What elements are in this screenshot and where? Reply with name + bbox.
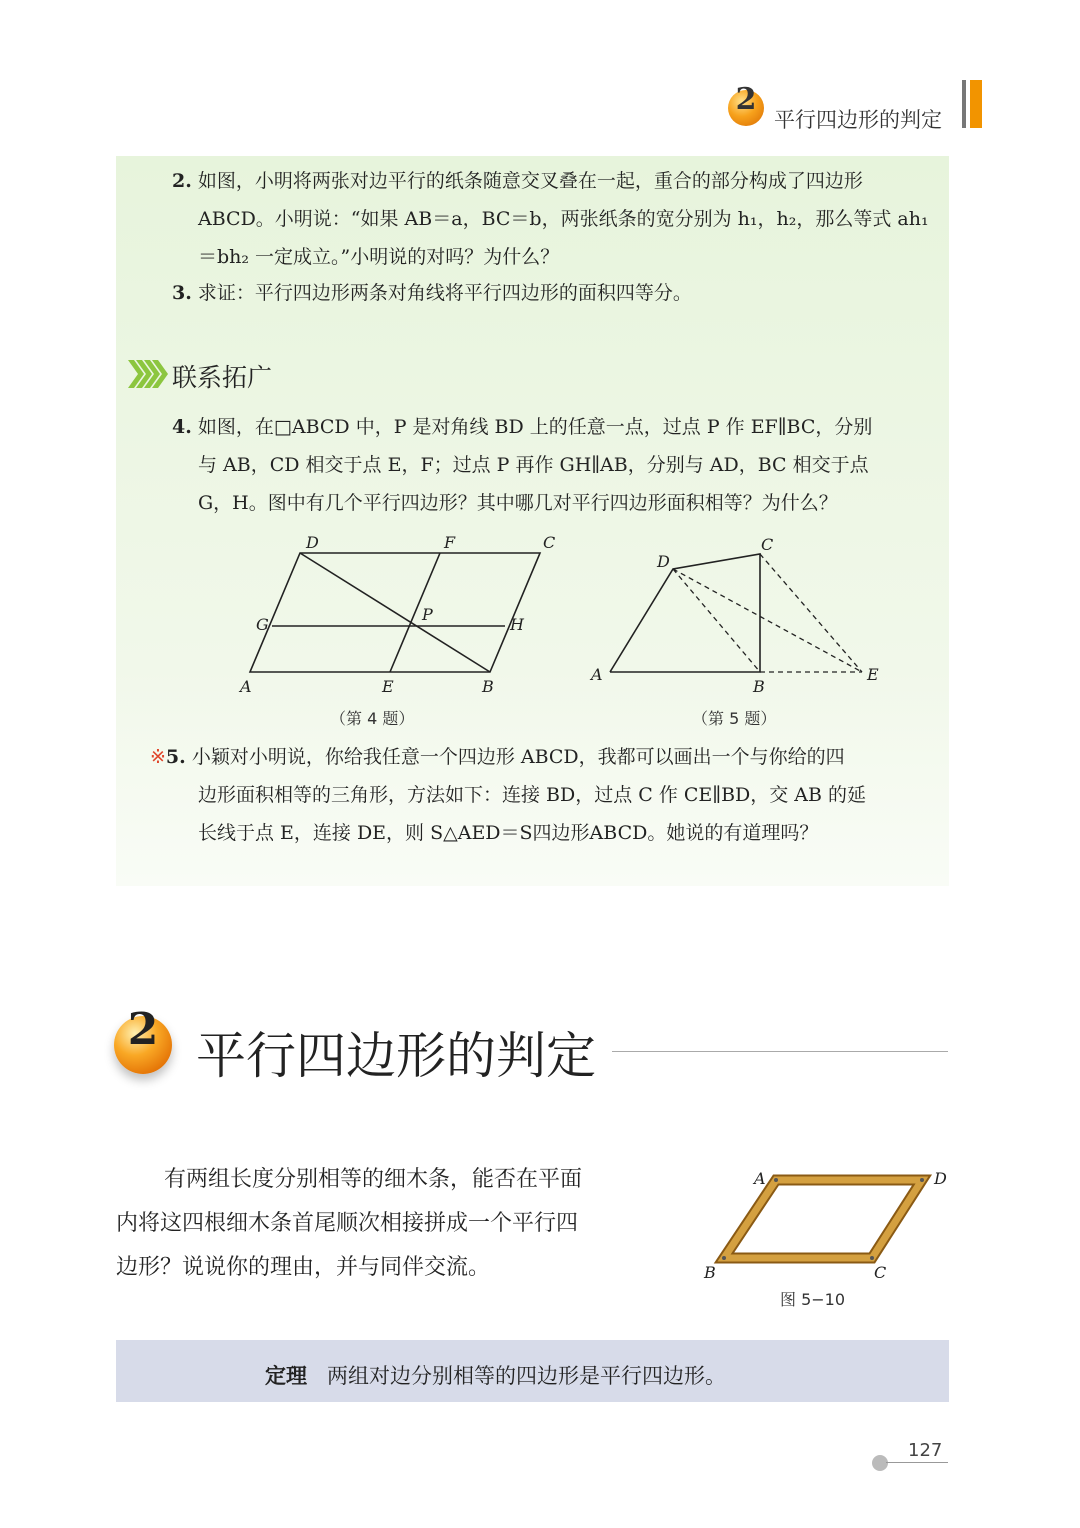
exercise-5-number: 5.	[165, 746, 186, 768]
fig510-label-d: D	[934, 1169, 947, 1188]
exercise-3	[172, 274, 942, 312]
fig4-label-c: C	[543, 533, 556, 552]
chapter-title: 平行四边形的判定	[196, 1027, 596, 1085]
header-bar-orange	[970, 80, 982, 128]
fig5-label-b: B	[753, 677, 765, 696]
exercise-2-line1: 如图，小明将两张对边平行的纸条随意交叉叠在一起，重合的部分构成了四边形	[197, 170, 863, 192]
exercise-2-line2: ABCD。小明说：“如果 AB＝a，BC＝b，两张纸条的宽分别为 h₁，h₂，那么等式 ah₁	[198, 208, 929, 230]
page-number-rule	[886, 1462, 948, 1463]
fig4-label-b: B	[482, 677, 494, 696]
intro-line3: 边形？说说你的理由，并与同伴交流。	[116, 1255, 491, 1280]
intro-line2: 内将这四根细木条首尾顺次相接拼成一个平行四	[116, 1211, 579, 1236]
fig4-label-f: F	[444, 533, 456, 552]
chevrons-icon	[128, 356, 170, 392]
fig4-label-g: G	[256, 615, 269, 634]
header-title: 平行四边形的判定	[774, 108, 942, 132]
fig5-label-e: E	[867, 665, 879, 684]
figure-5-diagram	[585, 530, 885, 700]
fig4-label-h: H	[510, 615, 524, 634]
exercise-2-line3: ＝bh₂ 一定成立。”小明说的对吗？为什么？	[198, 246, 560, 268]
theorem-statement: 两组对边分别相等的四边形是平行四边形。	[327, 1364, 727, 1388]
fig510-label-a: A	[754, 1169, 766, 1188]
figure-4-diagram	[230, 530, 570, 700]
fig5-label-c: C	[761, 535, 774, 554]
exercise-4-line3: G，H。图中有几个平行四边形？其中哪几对平行四边形面积相等？为什么？	[198, 492, 838, 514]
optional-marker: ※	[150, 746, 166, 768]
fig4-label-p: P	[422, 605, 433, 624]
exercise-5-line2: 边形面积相等的三角形，方法如下：连接 BD，过点 C 作 CE∥BD，交 AB 的延	[198, 784, 867, 806]
exercise-5	[150, 738, 945, 852]
exercise-4-line2: 与 AB，CD 相交于点 E，F；过点 P 再作 GH∥AB，分别与 AD，BC 相交于点	[198, 454, 869, 476]
page-dot-icon	[872, 1455, 888, 1471]
fig4-label-d: D	[306, 533, 319, 552]
page-number: 127	[908, 1440, 943, 1461]
figure-5-10-diagram	[700, 1160, 960, 1285]
header-bar-gray	[962, 80, 966, 128]
chapter-title-rule	[612, 1051, 948, 1052]
exercise-5-line3: 长线于点 E，连接 DE，则 S△AED＝S四边形ABCD。她说的有道理吗？	[198, 822, 819, 844]
figure-4-caption: （第 4 题）	[330, 709, 415, 728]
intro-line1: 有两组长度分别相等的细木条，能否在平面	[164, 1167, 583, 1192]
exercise-2	[172, 162, 942, 276]
fig4-label-e: E	[382, 677, 394, 696]
figure-5-caption: （第 5 题）	[692, 709, 777, 728]
fig5-label-a: A	[591, 665, 603, 684]
theorem-text	[265, 1360, 726, 1390]
exercise-3-text: 求证：平行四边形两条对角线将平行四边形的面积四等分。	[197, 282, 692, 304]
exercise-3-number: 3.	[172, 282, 192, 304]
figure-5-10-caption: 图 5−10	[780, 1290, 846, 1309]
fig510-label-b: B	[704, 1263, 716, 1282]
exercise-4-line1: 如图，在□ABCD 中，P 是对角线 BD 上的任意一点，过点 P 作 EF∥BC，分别	[197, 416, 873, 438]
fig510-label-c: C	[874, 1263, 887, 1282]
fig4-label-a: A	[240, 677, 252, 696]
exercise-5-line1: 小颖对小明说，你给我任意一个四边形 ABCD，我都可以画出一个与你给的四	[191, 746, 845, 768]
intro-paragraph	[116, 1158, 656, 1290]
theorem-label: 定理	[265, 1364, 307, 1388]
exercise-2-number: 2.	[172, 170, 192, 192]
fig5-label-d: D	[657, 552, 670, 571]
section-title: 联系拓广	[172, 363, 273, 392]
header-section-number: 2	[735, 82, 757, 117]
chapter-number: 2	[127, 1004, 159, 1055]
exercise-4	[172, 408, 942, 522]
exercise-4-number: 4.	[172, 416, 192, 438]
